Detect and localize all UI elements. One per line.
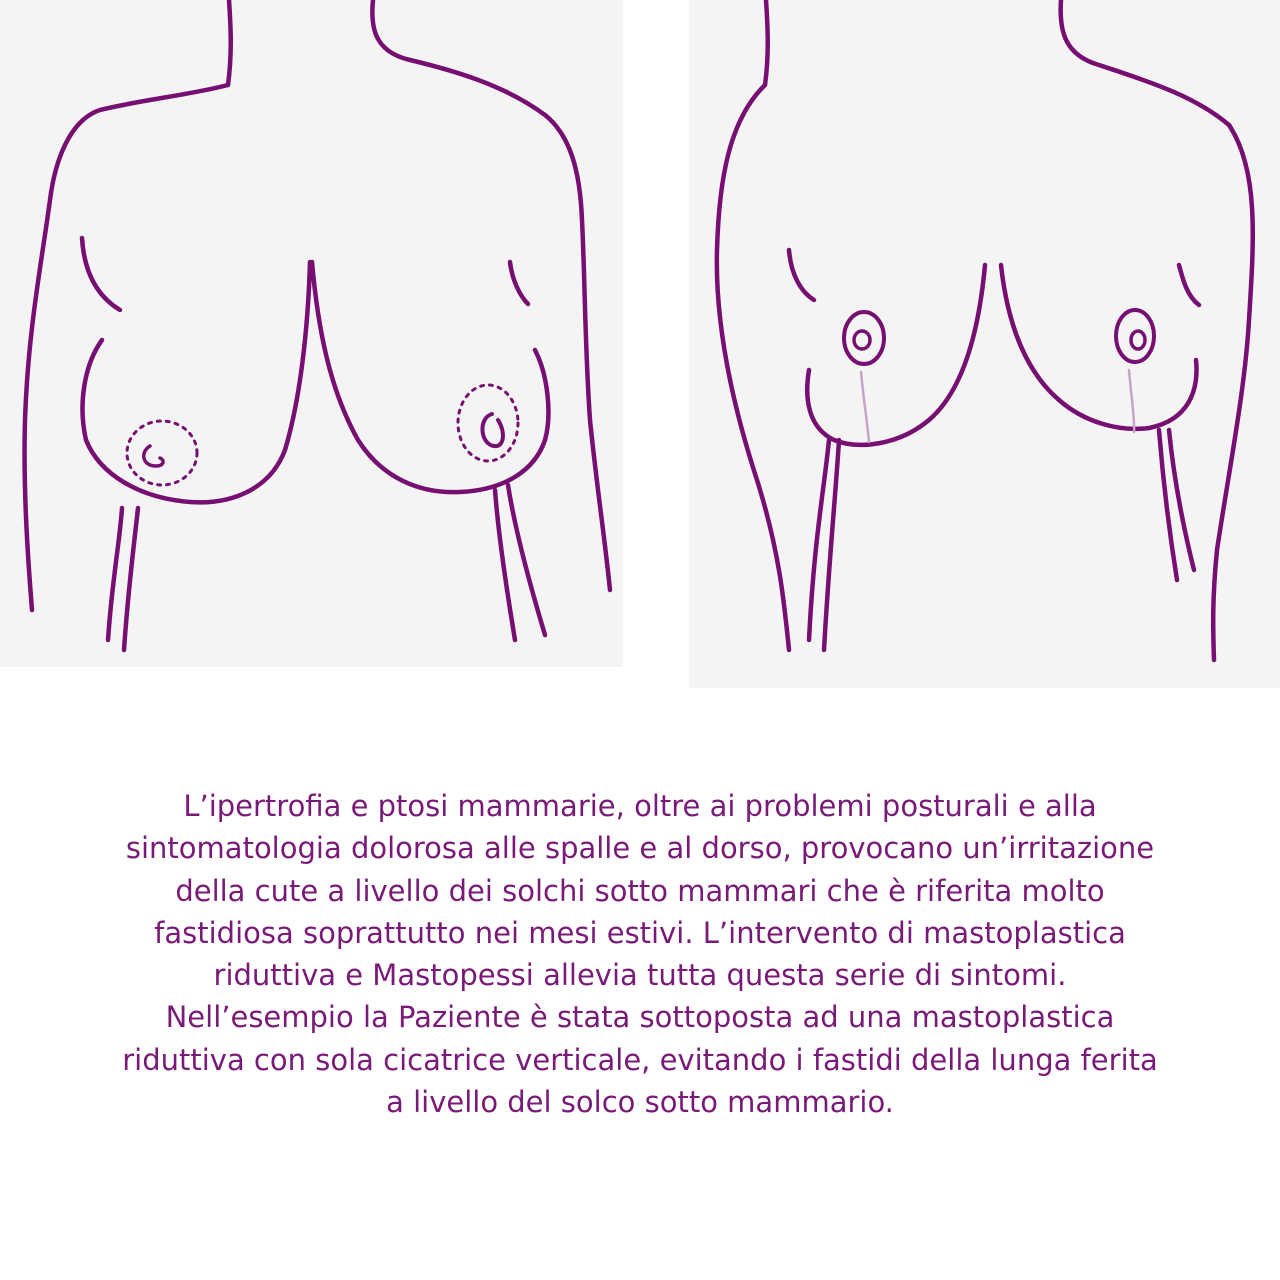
caption-line: L’ipertrofia e ptosi mammarie, oltre ai problemi posturali e alla xyxy=(183,789,1097,823)
caption-line: a livello del solco sotto mammario. xyxy=(386,1085,894,1120)
after-illustration-panel xyxy=(689,0,1280,688)
caption-line: sintomatologia dolorosa alle spalle e al dorso, provocano un’irritazione xyxy=(125,831,1155,866)
caption-line: riduttiva e Mastopessi allevia tutta questa serie di sintomi. xyxy=(213,958,1067,993)
caption-line: Nell’esempio la Paziente è stata sottoposta ad una mastoplastica xyxy=(165,1000,1115,1035)
description-caption xyxy=(40,785,1240,1123)
breast-ptosis-before-illustration-icon xyxy=(0,0,623,667)
before-illustration-panel xyxy=(0,0,623,667)
caption-line: fastidiosa soprattutto nei mesi estivi. L’intervento di mastoplastica xyxy=(154,915,1126,950)
caption-line: della cute a livello dei solchi sotto mammari che è riferita molto xyxy=(175,873,1105,908)
caption-line: riduttiva con sola cicatrice verticale, evitando i fastidi della lunga ferita xyxy=(122,1042,1158,1077)
breast-reduction-after-illustration-icon xyxy=(689,0,1280,688)
